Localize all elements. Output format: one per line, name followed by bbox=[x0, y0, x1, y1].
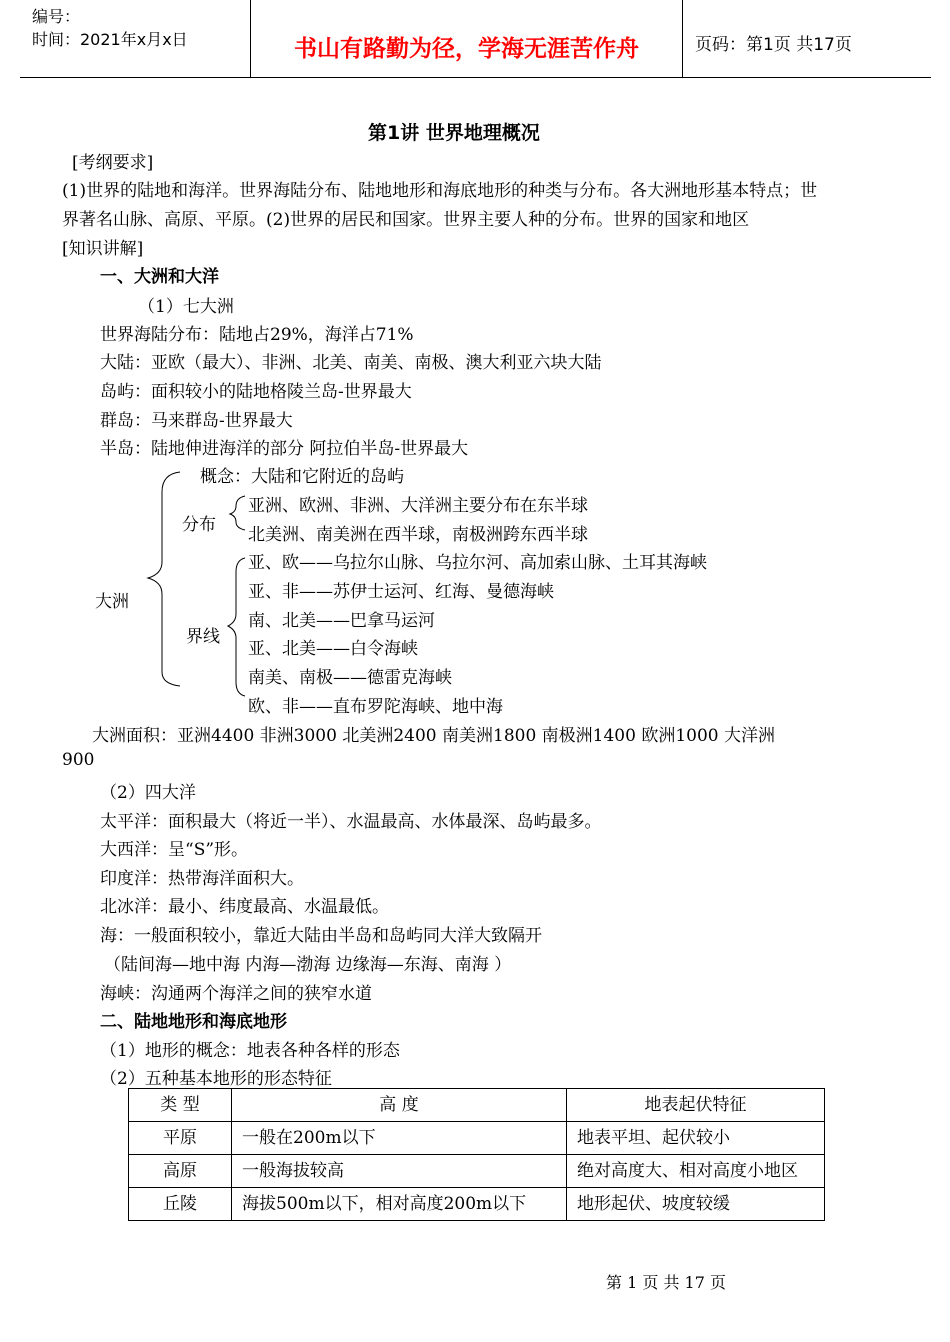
area-line1: 大洲面积：亚洲4400 非洲3000 北美洲2400 南美洲1800 南极洲1400 欧洲1000 大洋洲 bbox=[92, 726, 776, 746]
table-cell: 地表平坦、起伏较小 bbox=[567, 1122, 825, 1155]
header-page-label: 页码：第1页 共17页 bbox=[695, 35, 852, 55]
ocean-item: 海：一般面积较小，靠近大陆由半岛和岛屿同大洋大致隔开 bbox=[100, 926, 542, 946]
header-motto: 书山有路勤为径，学海无涯苦作舟 bbox=[294, 36, 639, 62]
table-cell: 一般海拔较高 bbox=[232, 1155, 567, 1188]
zhishi-heading: [知识讲解] bbox=[62, 239, 144, 259]
tree-boundary-label: 界线 bbox=[186, 627, 220, 647]
section1-heading: 一、大洲和大洋 bbox=[100, 267, 219, 287]
header-motto-cell bbox=[251, 0, 683, 77]
table-row bbox=[129, 1122, 825, 1155]
brace-diagram bbox=[140, 462, 260, 702]
para-archipelago: 群岛：马来群岛-世界最大 bbox=[100, 411, 293, 431]
ocean-item: 太平洋：面积最大（将近一半）、水温最高、水体最深、岛屿最多。 bbox=[100, 812, 602, 832]
header-page-cell bbox=[683, 0, 931, 77]
area-line2: 900 bbox=[62, 750, 95, 770]
boundary-item: 南、北美——巴拿马运河 bbox=[248, 611, 435, 631]
boundary-item: 亚、北美——白令海峡 bbox=[248, 639, 418, 659]
boundary-item: 亚、欧——乌拉尔山脉、乌拉尔河、高加索山脉、土耳其海峡 bbox=[248, 553, 707, 573]
date-label: 时间：2021年x月x日 bbox=[32, 30, 188, 49]
table-cell: 平原 bbox=[129, 1122, 232, 1155]
ocean-item: （陆间海—地中海 内海—渤海 边缘海—东海、南海 ） bbox=[104, 955, 512, 975]
table-header-cell: 类 型 bbox=[129, 1089, 232, 1122]
outer-brace bbox=[148, 472, 180, 686]
table-header-row bbox=[129, 1089, 825, 1122]
terrain-table bbox=[128, 1088, 825, 1221]
para-island: 岛屿：面积较小的陆地格陵兰岛-世界最大 bbox=[100, 382, 412, 402]
table-cell: 高原 bbox=[129, 1155, 232, 1188]
boundary-item: 亚、非——苏伊士运河、红海、曼德海峡 bbox=[248, 582, 554, 602]
ocean-item: 海峡：沟通两个海洋之间的狭窄水道 bbox=[100, 984, 372, 1004]
table-cell: 丘陵 bbox=[129, 1188, 232, 1221]
para-peninsula: 半岛：陆地伸进海洋的部分 阿拉伯半岛-世界最大 bbox=[100, 439, 469, 459]
table-cell: 地形起伏、坡度较缓 bbox=[567, 1188, 825, 1221]
table-header-cell: 高 度 bbox=[232, 1089, 567, 1122]
table-row bbox=[129, 1155, 825, 1188]
table-cell: 一般在200m以下 bbox=[232, 1122, 567, 1155]
boundary-brace bbox=[228, 558, 245, 696]
boundary-item: 南美、南极——德雷克海峡 bbox=[248, 668, 452, 688]
kaogang-heading: [考纲要求] bbox=[72, 153, 154, 173]
section2-para1: （1）地形的概念：地表各种各样的形态 bbox=[100, 1041, 400, 1061]
tree-distribution-label: 分布 bbox=[182, 515, 216, 535]
tree-concept: 概念：大陆和它附近的岛屿 bbox=[200, 467, 404, 487]
distribution-item: 亚洲、欧洲、非洲、大洋洲主要分布在东半球 bbox=[248, 496, 588, 516]
para-land-sea: 世界海陆分布：陆地占29%，海洋占71% bbox=[100, 325, 414, 345]
table-header-cell: 地表起伏特征 bbox=[567, 1089, 825, 1122]
para-continent: 大陆：亚欧（最大）、非洲、北美、南美、南极、澳大利亚六块大陆 bbox=[100, 353, 602, 373]
boundary-item: 欧、非——直布罗陀海峡、地中海 bbox=[248, 697, 503, 717]
page-footer: 第 1 页 共 17 页 bbox=[606, 1273, 726, 1292]
ocean-item: 大西洋：呈“S”形。 bbox=[100, 840, 249, 860]
distribution-brace bbox=[230, 496, 245, 530]
subsection-oceans: （2）四大洋 bbox=[100, 783, 196, 803]
subsection-continents: （1）七大洲 bbox=[138, 297, 234, 317]
header-meta bbox=[20, 0, 251, 77]
table-row bbox=[129, 1188, 825, 1221]
ocean-item: 北冰洋：最小、纬度最高、水温最低。 bbox=[100, 897, 389, 917]
kaogang-text-line1: (1)世界的陆地和海洋。世界海陆分布、陆地地形和海底地形的种类与分布。各大洲地形基本特点；世 bbox=[62, 181, 818, 201]
page-header bbox=[20, 0, 931, 78]
section2-para2: （2）五种基本地形的形态特征 bbox=[100, 1069, 332, 1089]
kaogang-text-line2: 界著名山脉、高原、平原。(2)世界的居民和国家。世界主要人种的分布。世界的国家和地区 bbox=[62, 210, 750, 230]
table-cell: 海拔500m以下，相对高度200m以下 bbox=[232, 1188, 567, 1221]
section2-heading: 二、陆地地形和海底地形 bbox=[100, 1012, 287, 1032]
page-title: 第1讲 世界地理概况 bbox=[368, 122, 540, 144]
table-cell: 绝对高度大、相对高度小地区 bbox=[567, 1155, 825, 1188]
distribution-item: 北美洲、南美洲在西半球，南极洲跨东西半球 bbox=[248, 525, 588, 545]
serial-label: 编号： bbox=[32, 7, 81, 26]
ocean-item: 印度洋：热带海洋面积大。 bbox=[100, 869, 304, 889]
tree-root-label: 大洲 bbox=[95, 592, 129, 612]
